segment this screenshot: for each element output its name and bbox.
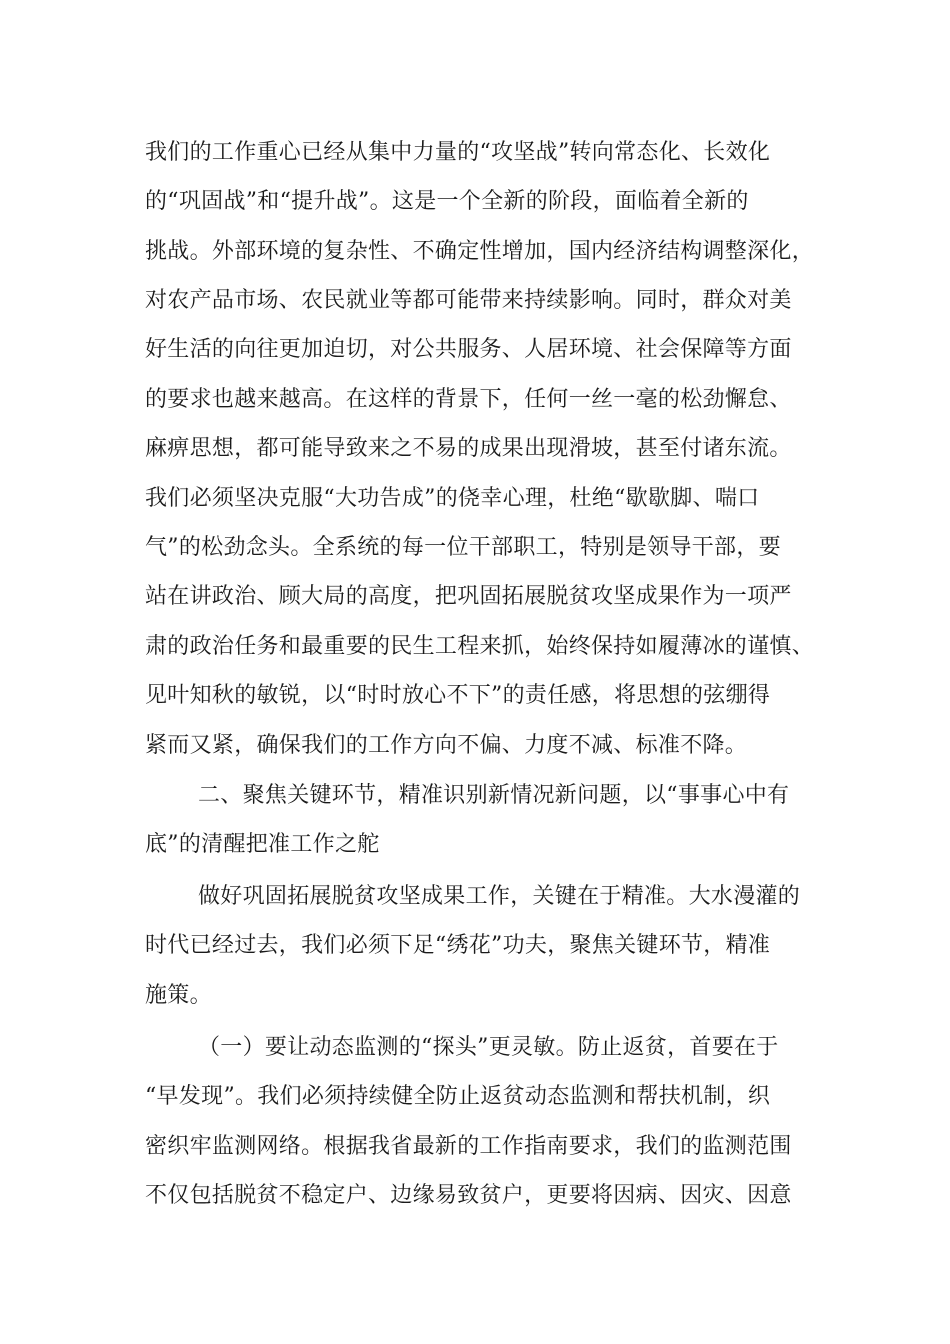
body-text-line: 麻痹思想，都可能导致来之不易的成果出现滑坡，甚至付诸东流。 <box>145 436 792 461</box>
body-text-line: 好生活的向往更加迫切，对公共服务、人居环境、社会保障等方面 <box>145 337 792 362</box>
body-text-line: 施策。 <box>145 983 212 1008</box>
body-text-line: 不仅包括脱贫不稳定户、边缘易致贫户，更要将因病、因灾、因意 <box>145 1183 792 1208</box>
body-text-line: 我们必须坚决克服“大功告成”的侥幸心理，杜绝“歇歇脚、喘口 <box>145 486 760 511</box>
body-text-line: 做好巩固拓展脱贫攻坚成果工作，关键在于精准。大水漫灌的 <box>198 884 801 909</box>
section-heading-line: 二、聚焦关键环节，精准识别新情况新问题，以“事事心中有 <box>198 783 790 808</box>
body-text-line: 见叶知秋的敏锐，以“时时放心不下”的责任感，将思想的弦绷得 <box>145 683 771 708</box>
body-text-line: 的要求也越来越高。在这样的背景下，任何一丝一毫的松劲懈怠、 <box>145 387 792 412</box>
body-text-line: “早发现”。我们必须持续健全防止返贫动态监测和帮扶机制，织 <box>145 1084 771 1109</box>
body-text-line: 紧而又紧，确保我们的工作方向不偏、力度不减、标准不降。 <box>145 733 748 758</box>
body-text-line: 挑战。外部环境的复杂性、不确定性增加，国内经济结构调整深化， <box>145 239 815 264</box>
body-text-line: 密织牢监测网络。根据我省最新的工作指南要求，我们的监测范围 <box>145 1134 792 1159</box>
body-text-line: 对农产品市场、农民就业等都可能带来持续影响。同时，群众对美 <box>145 288 792 313</box>
body-text-line: 我们的工作重心已经从集中力量的“攻坚战”转向常态化、长效化 <box>145 140 771 165</box>
body-text-line: 肃的政治任务和最重要的民生工程来抓，始终保持如履薄冰的谨慎、 <box>145 634 815 659</box>
section-heading-line: 底”的清醒把准工作之舵 <box>145 832 380 857</box>
body-text-line: 气”的松劲念头。全系统的每一位干部职工，特别是领导干部，要 <box>145 535 781 560</box>
body-text-line: （一）要让动态监测的“探头”更灵敏。防止返贫，首要在于 <box>198 1035 779 1060</box>
body-text-line: 的“巩固战”和“提升战”。这是一个全新的阶段，面临着全新的 <box>145 189 749 214</box>
body-text-line: 时代已经过去，我们必须下足“绣花”功夫，聚焦关键环节，精准 <box>145 933 771 958</box>
body-text-line: 站在讲政治、顾大局的高度，把巩固拓展脱贫攻坚成果作为一项严 <box>145 584 792 609</box>
